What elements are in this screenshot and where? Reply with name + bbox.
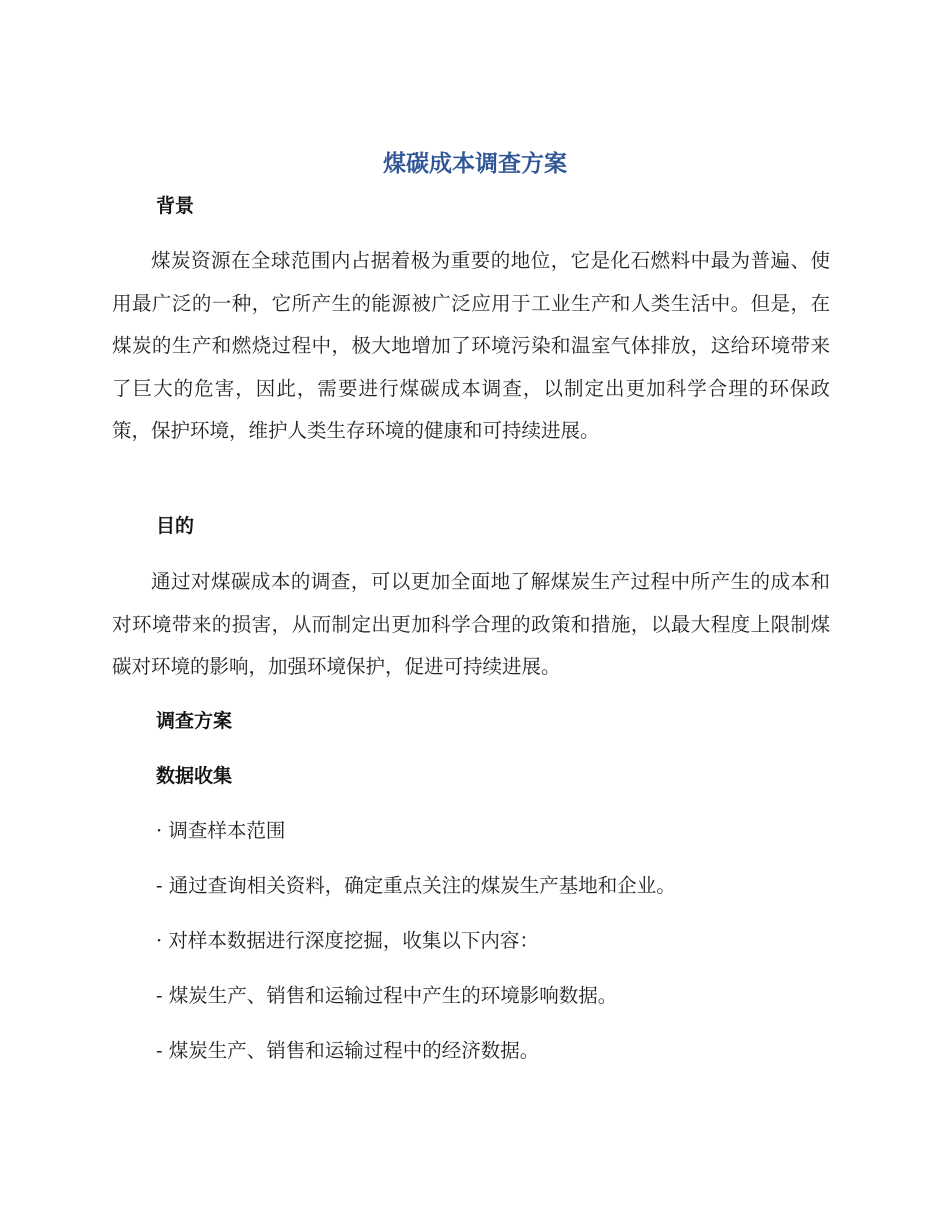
purpose-heading: 目的	[156, 515, 195, 537]
background-heading: 背景	[156, 195, 195, 217]
list-item-sample-scope: · 调查样本范围	[156, 819, 286, 842]
data-collection-heading: 数据收集	[156, 765, 233, 787]
list-item-environment-data: - 煤炭生产、销售和运输过程中产生的环境影响数据。	[156, 984, 618, 1007]
document-title: 煤碳成本调查方案	[383, 151, 567, 177]
background-paragraph: 煤炭资源在全球范围内占据着极为重要的地位，它是化石燃料中最为普遍、使用最广泛的一种，它所产生的能源被广泛应用于工业生产和人类生活中。但是，在煤炭的生产和燃烧过程中，极大地增加了环境污染和温室气体排放，这给环境带来了巨大的危害，因此，需要进行煤碳成本调查，以制定出更加科学合理的环保政策，保护环境，维护人类生存环境的健康和可持续进展。	[112, 249, 830, 442]
list-item-deep-mining: · 对样本数据进行深度挖掘，收集以下内容：	[156, 929, 539, 952]
purpose-paragraph: 通过对煤碳成本的调查，可以更加全面地了解煤炭生产过程中所产生的成本和对环境带来的损害，从而制定出更加科学合理的政策和措施，以最大程度上限制煤碳对环境的影响，加强环境保护，促进可持续进展。	[112, 570, 830, 678]
plan-heading: 调查方案	[156, 710, 233, 732]
list-item-economic-data: - 煤炭生产、销售和运输过程中的经济数据。	[156, 1039, 540, 1062]
list-item-query-materials: - 通过查询相关资料，确定重点关注的煤炭生产基地和企业。	[156, 874, 676, 897]
